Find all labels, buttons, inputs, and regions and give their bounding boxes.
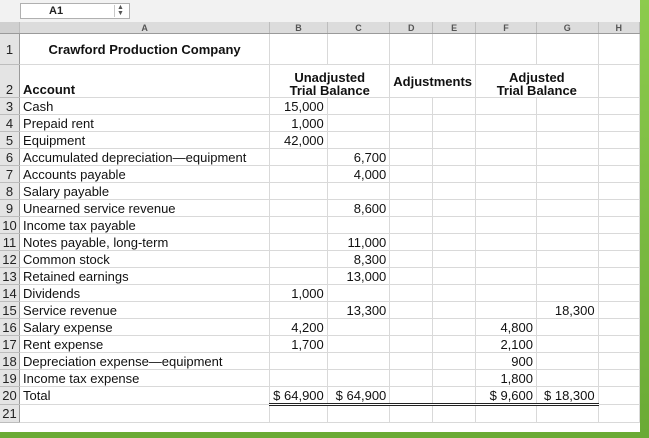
- cell[interactable]: [598, 65, 639, 98]
- unadjusted-debit-cell[interactable]: 4,200: [270, 319, 328, 336]
- row-header[interactable]: 14: [0, 285, 20, 302]
- table-row: [0, 132, 640, 149]
- table-row: [0, 98, 640, 115]
- adjustment-credit-cell[interactable]: [433, 200, 476, 217]
- unadjusted-debit-cell[interactable]: [270, 183, 328, 200]
- row-header[interactable]: 5: [0, 132, 20, 149]
- adjusted-credit-cell[interactable]: [537, 217, 599, 234]
- account-header[interactable]: Account: [20, 65, 270, 98]
- adjustment-credit-cell[interactable]: [433, 234, 476, 251]
- adjustment-credit-cell[interactable]: [433, 353, 476, 370]
- table-row: [0, 166, 640, 183]
- adjustment-credit-cell[interactable]: [433, 336, 476, 353]
- adjustment-debit-cell[interactable]: [390, 353, 433, 370]
- account-cell[interactable]: Prepaid rent: [20, 115, 270, 132]
- cell[interactable]: [598, 251, 639, 268]
- row-header[interactable]: 6: [0, 149, 20, 166]
- column-header-c[interactable]: C: [327, 22, 390, 34]
- unadjusted-credit-cell[interactable]: [327, 98, 390, 115]
- column-header-h[interactable]: H: [598, 22, 639, 34]
- table-row: [0, 302, 640, 319]
- adjusted-debit-total[interactable]: $ 9,600: [476, 387, 537, 405]
- table-row: [0, 183, 640, 200]
- table-row: [0, 285, 640, 302]
- unadjusted-credit-cell[interactable]: 6,700: [327, 149, 390, 166]
- unadjusted-credit-cell[interactable]: 8,600: [327, 200, 390, 217]
- column-header-e[interactable]: E: [433, 22, 476, 34]
- unadjusted-debit-cell[interactable]: 1,000: [270, 285, 328, 302]
- adjustment-credit-cell[interactable]: [433, 251, 476, 268]
- name-box-value: A1: [49, 5, 64, 17]
- adjustment-debit-cell[interactable]: [390, 115, 433, 132]
- cell[interactable]: [476, 405, 537, 423]
- adjustment-debit-cell[interactable]: [390, 234, 433, 251]
- table-row: [0, 217, 640, 234]
- row-header[interactable]: 4: [0, 115, 20, 132]
- table-row: [0, 149, 640, 166]
- unadjusted-debit-cell[interactable]: [270, 217, 328, 234]
- account-cell[interactable]: Accumulated depreciation—equipment: [20, 149, 270, 166]
- adjusted-debit-cell[interactable]: [476, 183, 537, 200]
- unadjusted-line2: Trial Balance: [289, 83, 370, 98]
- table-row: [0, 268, 640, 285]
- adjusted-line2: Trial Balance: [496, 83, 577, 98]
- cell[interactable]: [598, 387, 639, 405]
- unadjusted-credit-cell[interactable]: 8,300: [327, 251, 390, 268]
- row-header[interactable]: 10: [0, 217, 20, 234]
- adjusted-debit-cell[interactable]: [476, 132, 537, 149]
- adjusted-debit-cell[interactable]: [476, 302, 537, 319]
- unadjusted-credit-cell[interactable]: [327, 370, 390, 387]
- cell[interactable]: [598, 234, 639, 251]
- account-cell[interactable]: Salary expense: [20, 319, 270, 336]
- adjusted-debit-cell[interactable]: [476, 285, 537, 302]
- adjustment-debit-total[interactable]: [390, 387, 433, 405]
- row-header[interactable]: 18: [0, 353, 20, 370]
- adjusted-credit-cell[interactable]: [537, 319, 599, 336]
- unadjusted-credit-cell[interactable]: [327, 319, 390, 336]
- adjusted-debit-cell[interactable]: [476, 149, 537, 166]
- adjusted-credit-cell[interactable]: [537, 370, 599, 387]
- cell[interactable]: [390, 34, 433, 65]
- unadjusted-debit-total[interactable]: $ 64,900: [270, 387, 328, 405]
- select-all-corner[interactable]: [0, 22, 20, 34]
- adjustment-debit-cell[interactable]: [390, 285, 433, 302]
- unadjusted-credit-cell[interactable]: [327, 285, 390, 302]
- adjustment-credit-cell[interactable]: [433, 319, 476, 336]
- cell[interactable]: [598, 336, 639, 353]
- account-cell[interactable]: Income tax expense: [20, 370, 270, 387]
- table-row: [0, 336, 640, 353]
- unadjusted-credit-cell[interactable]: 4,000: [327, 166, 390, 183]
- row-header[interactable]: 7: [0, 166, 20, 183]
- adjusted-debit-cell[interactable]: [476, 268, 537, 285]
- adjustment-credit-cell[interactable]: [433, 166, 476, 183]
- cell[interactable]: [537, 34, 599, 65]
- cell[interactable]: [537, 405, 599, 423]
- adjustment-debit-cell[interactable]: [390, 319, 433, 336]
- account-cell[interactable]: Notes payable, long-term: [20, 234, 270, 251]
- cell[interactable]: [327, 405, 390, 423]
- cell[interactable]: [598, 217, 639, 234]
- adjustment-credit-cell[interactable]: [433, 115, 476, 132]
- adjustment-credit-cell[interactable]: [433, 98, 476, 115]
- adjusted-debit-cell[interactable]: [476, 234, 537, 251]
- table-row: [0, 370, 640, 387]
- adjusted-credit-cell[interactable]: [537, 115, 599, 132]
- spreadsheet-grid: [0, 22, 640, 432]
- unadjusted-credit-cell[interactable]: 11,000: [327, 234, 390, 251]
- adjustment-credit-total[interactable]: [433, 387, 476, 405]
- row-header[interactable]: 2: [0, 65, 20, 98]
- cell[interactable]: [20, 405, 270, 423]
- account-cell[interactable]: Rent expense: [20, 336, 270, 353]
- row-header[interactable]: 12: [0, 251, 20, 268]
- adjusted-credit-cell[interactable]: [537, 251, 599, 268]
- row-header[interactable]: 15: [0, 302, 20, 319]
- unadjusted-debit-cell[interactable]: [270, 200, 328, 217]
- adjustment-credit-cell[interactable]: [433, 149, 476, 166]
- adjustment-debit-cell[interactable]: [390, 166, 433, 183]
- adjustments-header[interactable]: Adjustments: [390, 65, 476, 98]
- row-header[interactable]: 17: [0, 336, 20, 353]
- adjusted-debit-cell[interactable]: [476, 115, 537, 132]
- adjustment-credit-cell[interactable]: [433, 217, 476, 234]
- unadjusted-credit-cell[interactable]: [327, 217, 390, 234]
- header-row: [0, 65, 640, 98]
- account-cell[interactable]: Service revenue: [20, 302, 270, 319]
- account-cell[interactable]: Depreciation expense—equipment: [20, 353, 270, 370]
- adjustment-debit-cell[interactable]: [390, 200, 433, 217]
- total-row: [0, 387, 640, 405]
- adjusted-credit-cell[interactable]: [537, 132, 599, 149]
- unadjusted-credit-cell[interactable]: [327, 115, 390, 132]
- account-cell[interactable]: Dividends: [20, 285, 270, 302]
- table-row: [0, 319, 640, 336]
- cell[interactable]: [433, 34, 476, 65]
- row-header[interactable]: 9: [0, 200, 20, 217]
- adjusted-credit-cell[interactable]: [537, 336, 599, 353]
- adjusted-credit-cell[interactable]: [537, 285, 599, 302]
- adjusted-debit-cell[interactable]: [476, 200, 537, 217]
- row-header[interactable]: 1: [0, 34, 20, 65]
- adjusted-debit-cell[interactable]: [476, 251, 537, 268]
- adjustment-debit-cell[interactable]: [390, 370, 433, 387]
- adjustment-debit-cell[interactable]: [390, 217, 433, 234]
- account-cell[interactable]: Salary payable: [20, 183, 270, 200]
- cell[interactable]: [598, 149, 639, 166]
- adjustment-debit-cell[interactable]: [390, 336, 433, 353]
- adjusted-trial-balance-header[interactable]: [476, 65, 599, 98]
- account-cell[interactable]: Common stock: [20, 251, 270, 268]
- row-header[interactable]: 11: [0, 234, 20, 251]
- table-row: [0, 251, 640, 268]
- unadjusted-credit-cell[interactable]: [327, 183, 390, 200]
- unadjusted-debit-cell[interactable]: [270, 251, 328, 268]
- unadjusted-debit-cell[interactable]: 1,700: [270, 336, 328, 353]
- unadjusted-line1: Unadjusted: [294, 70, 366, 85]
- table-row: [0, 115, 640, 132]
- adjusted-debit-cell[interactable]: 4,800: [476, 319, 537, 336]
- adjusted-credit-cell[interactable]: [537, 183, 599, 200]
- cell[interactable]: [598, 183, 639, 200]
- row-header[interactable]: 16: [0, 319, 20, 336]
- adjusted-credit-cell[interactable]: [537, 98, 599, 115]
- adjustment-credit-cell[interactable]: [433, 183, 476, 200]
- cell[interactable]: [598, 285, 639, 302]
- row-header[interactable]: 8: [0, 183, 20, 200]
- adjustment-credit-cell[interactable]: [433, 302, 476, 319]
- table-row: [0, 405, 640, 423]
- cell[interactable]: [598, 405, 639, 423]
- unadjusted-credit-cell[interactable]: [327, 353, 390, 370]
- formula-bar: [0, 0, 640, 22]
- cell[interactable]: [598, 302, 639, 319]
- unadjusted-credit-cell[interactable]: [327, 336, 390, 353]
- row-header[interactable]: 19: [0, 370, 20, 387]
- adjusted-credit-cell[interactable]: [537, 353, 599, 370]
- cell[interactable]: [598, 353, 639, 370]
- account-cell[interactable]: Unearned service revenue: [20, 200, 270, 217]
- title-row: [0, 34, 640, 65]
- adjusted-credit-total[interactable]: $ 18,300: [537, 387, 599, 405]
- unadjusted-debit-cell[interactable]: [270, 234, 328, 251]
- adjustment-credit-cell[interactable]: [433, 370, 476, 387]
- adjustment-credit-cell[interactable]: [433, 285, 476, 302]
- adjustment-debit-cell[interactable]: [390, 98, 433, 115]
- row-header[interactable]: 21: [0, 405, 20, 423]
- adjusted-line1: Adjusted: [509, 70, 565, 85]
- row-header[interactable]: 3: [0, 98, 20, 115]
- column-header-g[interactable]: G: [537, 22, 599, 34]
- adjustment-debit-cell[interactable]: [390, 149, 433, 166]
- adjustment-debit-cell[interactable]: [390, 132, 433, 149]
- adjustment-credit-cell[interactable]: [433, 268, 476, 285]
- adjustment-debit-cell[interactable]: [390, 268, 433, 285]
- table-row: [0, 234, 640, 251]
- column-header-f[interactable]: F: [476, 22, 537, 34]
- cell[interactable]: [598, 268, 639, 285]
- account-cell[interactable]: Cash: [20, 98, 270, 115]
- column-header-row: [0, 22, 640, 34]
- unadjusted-debit-cell[interactable]: 1,000: [270, 115, 328, 132]
- unadjusted-credit-cell[interactable]: 13,300: [327, 302, 390, 319]
- cell[interactable]: [598, 132, 639, 149]
- account-cell[interactable]: Retained earnings: [20, 268, 270, 285]
- spin-arrows-icon[interactable]: ▲ ▼: [114, 5, 126, 17]
- adjusted-credit-cell[interactable]: [537, 234, 599, 251]
- adjustment-debit-cell[interactable]: [390, 183, 433, 200]
- account-cell[interactable]: Equipment: [20, 132, 270, 149]
- unadjusted-debit-cell[interactable]: 15,000: [270, 98, 328, 115]
- adjusted-debit-cell[interactable]: 2,100: [476, 336, 537, 353]
- unadjusted-debit-cell[interactable]: 42,000: [270, 132, 328, 149]
- table-row: [0, 200, 640, 217]
- adjusted-debit-cell[interactable]: 900: [476, 353, 537, 370]
- adjustment-credit-cell[interactable]: [433, 132, 476, 149]
- account-cell[interactable]: Accounts payable: [20, 166, 270, 183]
- cell[interactable]: [327, 34, 390, 65]
- adjusted-credit-cell[interactable]: 18,300: [537, 302, 599, 319]
- cell[interactable]: [598, 166, 639, 183]
- unadjusted-debit-cell[interactable]: [270, 166, 328, 183]
- column-header-b[interactable]: B: [270, 22, 328, 34]
- adjusted-credit-cell[interactable]: [537, 268, 599, 285]
- cell[interactable]: [433, 405, 476, 423]
- account-cell[interactable]: Income tax payable: [20, 217, 270, 234]
- company-title[interactable]: Crawford Production Company: [20, 34, 270, 65]
- row-header[interactable]: 13: [0, 268, 20, 285]
- cell[interactable]: [270, 405, 328, 423]
- unadjusted-trial-balance-header[interactable]: [270, 65, 390, 98]
- adjustment-debit-cell[interactable]: [390, 302, 433, 319]
- cell[interactable]: [598, 370, 639, 387]
- adjustment-debit-cell[interactable]: [390, 251, 433, 268]
- adjusted-debit-cell[interactable]: [476, 217, 537, 234]
- unadjusted-debit-cell[interactable]: [270, 302, 328, 319]
- cell[interactable]: [598, 98, 639, 115]
- unadjusted-credit-total[interactable]: $ 64,900: [327, 387, 390, 405]
- cell[interactable]: [598, 115, 639, 132]
- adjusted-credit-cell[interactable]: [537, 200, 599, 217]
- unadjusted-debit-cell[interactable]: [270, 370, 328, 387]
- row-header[interactable]: 20: [0, 387, 20, 405]
- column-header-a[interactable]: A: [20, 22, 270, 34]
- column-header-d[interactable]: D: [390, 22, 433, 34]
- adjusted-credit-cell[interactable]: [537, 166, 599, 183]
- name-box[interactable]: [20, 3, 130, 19]
- total-label[interactable]: Total: [20, 387, 270, 405]
- unadjusted-debit-cell[interactable]: [270, 268, 328, 285]
- cell[interactable]: [390, 405, 433, 423]
- cell[interactable]: [598, 200, 639, 217]
- adjusted-debit-cell[interactable]: [476, 166, 537, 183]
- unadjusted-debit-cell[interactable]: [270, 353, 328, 370]
- unadjusted-credit-cell[interactable]: [327, 132, 390, 149]
- cell[interactable]: [476, 34, 537, 65]
- unadjusted-credit-cell[interactable]: 13,000: [327, 268, 390, 285]
- cell[interactable]: [598, 34, 639, 65]
- adjusted-credit-cell[interactable]: [537, 149, 599, 166]
- cell[interactable]: [598, 319, 639, 336]
- table-row: [0, 353, 640, 370]
- adjusted-debit-cell[interactable]: [476, 98, 537, 115]
- unadjusted-debit-cell[interactable]: [270, 149, 328, 166]
- cell[interactable]: [270, 34, 328, 65]
- adjusted-debit-cell[interactable]: 1,800: [476, 370, 537, 387]
